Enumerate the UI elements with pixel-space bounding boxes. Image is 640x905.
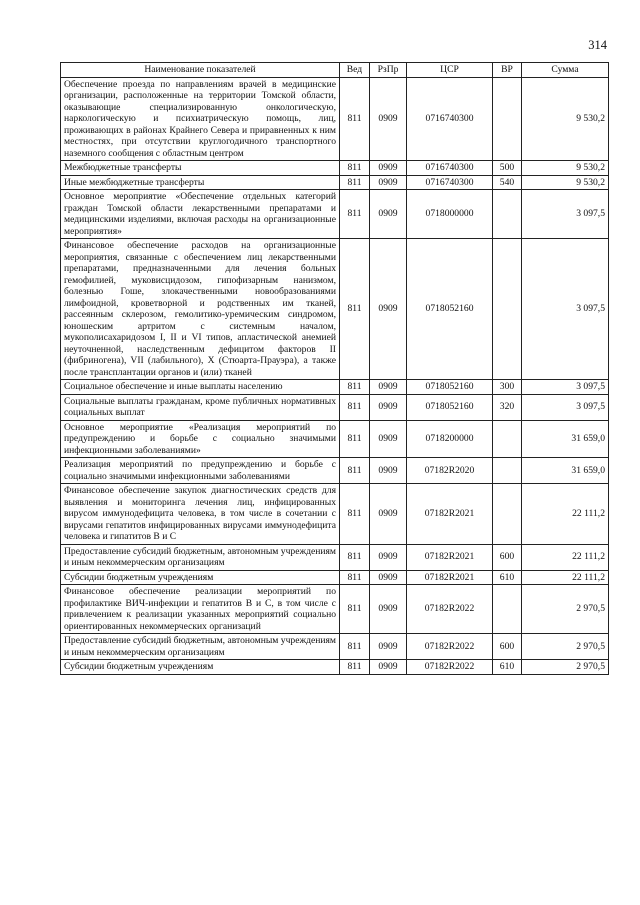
- budget-table: [60, 62, 609, 675]
- row-csr: 07182R2021: [407, 570, 493, 585]
- row-csr: 07182R2022: [407, 660, 493, 675]
- row-csr: 07182R2021: [407, 544, 493, 570]
- row-name: Реализация мероприятий по предупреждению и борьбе с социально значимыми инфекционными заболеваниями: [61, 458, 340, 484]
- row-vr: 300: [493, 380, 522, 395]
- row-vr: 600: [493, 544, 522, 570]
- row-sum: 9 530,2: [522, 175, 609, 190]
- row-vr: [493, 484, 522, 545]
- row-rzpr: 0909: [370, 380, 407, 395]
- row-ved: 811: [340, 634, 370, 660]
- row-rzpr: 0909: [370, 660, 407, 675]
- row-csr: 0718052160: [407, 380, 493, 395]
- row-csr: 0718052160: [407, 239, 493, 380]
- row-csr: 07182R2020: [407, 458, 493, 484]
- row-vr: [493, 77, 522, 161]
- row-sum: 3 097,5: [522, 394, 609, 420]
- row-sum: 2 970,5: [522, 634, 609, 660]
- row-name: Основное мероприятие «Реализация мероприятий по предупреждению и борьбе с социально значимыми инфекционными заболеваниями»: [61, 420, 340, 458]
- row-name: Финансовое обеспечение расходов на организационные мероприятия, связанные с обеспечением лиц лекарственными препаратами, предназначенными для лечения больных гемофилией, муковисцидозом, гипофизарным нанизмом, болезнью Гоше, злокачественными новообразованиями лимфоидной, кроветворной и родственных им тканей, рассеянным склерозом, гемолитико-уремическим синдромом, юношеским артритом с системным началом, мукополисахаридозом I, II и VI типов, апластической анемией неуточненной, наследственным дефицитом факторов II (фибриногена), VII (лабильного), X (Стюарта-Прауэра), а также после трансплантации органов и (или) тканей: [61, 239, 340, 380]
- row-vr: 540: [493, 175, 522, 190]
- row-sum: 31 659,0: [522, 420, 609, 458]
- row-name: Субсидии бюджетным учреждениям: [61, 570, 340, 585]
- row-ved: 811: [340, 394, 370, 420]
- row-sum: 3 097,5: [522, 190, 609, 239]
- row-sum: 2 970,5: [522, 660, 609, 675]
- header-csr: ЦСР: [407, 63, 493, 78]
- row-vr: [493, 190, 522, 239]
- row-rzpr: 0909: [370, 585, 407, 634]
- table-row: [61, 161, 609, 176]
- row-name: Субсидии бюджетным учреждениям: [61, 660, 340, 675]
- row-name: Предоставление субсидий бюджетным, автономным учреждениям и иным некоммерческим организациям: [61, 634, 340, 660]
- row-ved: 811: [340, 484, 370, 545]
- row-ved: 811: [340, 420, 370, 458]
- row-ved: 811: [340, 239, 370, 380]
- row-rzpr: 0909: [370, 544, 407, 570]
- row-rzpr: 0909: [370, 161, 407, 176]
- row-csr: 07182R2022: [407, 634, 493, 660]
- row-ved: 811: [340, 585, 370, 634]
- row-name: Иные межбюджетные трансферты: [61, 175, 340, 190]
- table-row: [61, 570, 609, 585]
- row-name: Основное мероприятие «Обеспечение отдельных категорий граждан Томской области лекарственными препаратами и медицинскими изделиями, включая расходы на организационные мероприятия»: [61, 190, 340, 239]
- row-sum: 22 111,2: [522, 484, 609, 545]
- row-vr: [493, 585, 522, 634]
- row-csr: 0718052160: [407, 394, 493, 420]
- header-sum: Сумма: [522, 63, 609, 78]
- row-vr: 600: [493, 634, 522, 660]
- row-name: Межбюджетные трансферты: [61, 161, 340, 176]
- row-ved: 811: [340, 570, 370, 585]
- table-row: [61, 634, 609, 660]
- row-ved: 811: [340, 544, 370, 570]
- row-vr: 320: [493, 394, 522, 420]
- row-sum: 9 530,2: [522, 161, 609, 176]
- row-csr: 0718000000: [407, 190, 493, 239]
- row-rzpr: 0909: [370, 239, 407, 380]
- row-sum: 22 111,2: [522, 570, 609, 585]
- table-row: [61, 175, 609, 190]
- table-row: [61, 239, 609, 380]
- row-name: Финансовое обеспечение реализации мероприятий по профилактике ВИЧ-инфекции и гепатитов В и С, в том числе с привлечением к реализации указанных мероприятий социально ориентированных некоммерческих организаций: [61, 585, 340, 634]
- table-row: [61, 585, 609, 634]
- page-number: 314: [588, 38, 607, 52]
- row-vr: [493, 239, 522, 380]
- row-csr: 0716740300: [407, 77, 493, 161]
- row-rzpr: 0909: [370, 484, 407, 545]
- header-rzpr: РзПр: [370, 63, 407, 78]
- row-ved: 811: [340, 190, 370, 239]
- table-row: [61, 380, 609, 395]
- table-row: [61, 458, 609, 484]
- row-csr: 0716740300: [407, 161, 493, 176]
- row-rzpr: 0909: [370, 634, 407, 660]
- header-name: Наименование показателей: [61, 63, 340, 78]
- row-rzpr: 0909: [370, 570, 407, 585]
- row-sum: 9 530,2: [522, 77, 609, 161]
- table-row: [61, 420, 609, 458]
- row-ved: 811: [340, 161, 370, 176]
- row-name: Предоставление субсидий бюджетным, автономным учреждениям и иным некоммерческим организациям: [61, 544, 340, 570]
- table-row: [61, 77, 609, 161]
- row-sum: 3 097,5: [522, 239, 609, 380]
- row-rzpr: 0909: [370, 190, 407, 239]
- row-csr: 0716740300: [407, 175, 493, 190]
- row-name: Социальное обеспечение и иные выплаты населению: [61, 380, 340, 395]
- row-vr: 610: [493, 660, 522, 675]
- row-name: Социальные выплаты гражданам, кроме публичных нормативных социальных выплат: [61, 394, 340, 420]
- row-csr: 07182R2021: [407, 484, 493, 545]
- table-row: [61, 190, 609, 239]
- table-row: [61, 660, 609, 675]
- header-vr: ВР: [493, 63, 522, 78]
- table-row: [61, 544, 609, 570]
- table-row: [61, 484, 609, 545]
- row-rzpr: 0909: [370, 175, 407, 190]
- row-ved: 811: [340, 660, 370, 675]
- row-vr: [493, 420, 522, 458]
- row-name: Финансовое обеспечение закупок диагностических средств для выявления и мониторинга лечения лиц, инфицированных вирусом иммунодефицита человека, в том числе в сочетании с вирусами гепатитов инфицированных вирусами иммунодефицита человека и гипатитов В и С: [61, 484, 340, 545]
- row-sum: 31 659,0: [522, 458, 609, 484]
- header-ved: Вед: [340, 63, 370, 78]
- row-ved: 811: [340, 458, 370, 484]
- row-ved: 811: [340, 77, 370, 161]
- row-name: Обеспечение проезда по направлениям врачей в медицинские организации, расположенные на территории Томской области, оказывающие специализированную онкологическую, наркологическую и психиатрическую помощь, лиц, проживающих в районах Крайнего Севера и приравненных к ним местностях, при отсутствии круглогодичного транспортного наземного сообщения с областным центром: [61, 77, 340, 161]
- row-csr: 0718200000: [407, 420, 493, 458]
- row-vr: 500: [493, 161, 522, 176]
- row-sum: 22 111,2: [522, 544, 609, 570]
- row-rzpr: 0909: [370, 458, 407, 484]
- row-sum: 3 097,5: [522, 380, 609, 395]
- row-ved: 811: [340, 175, 370, 190]
- row-vr: 610: [493, 570, 522, 585]
- table-header-row: [61, 63, 609, 78]
- row-csr: 07182R2022: [407, 585, 493, 634]
- row-rzpr: 0909: [370, 77, 407, 161]
- row-vr: [493, 458, 522, 484]
- row-rzpr: 0909: [370, 420, 407, 458]
- row-ved: 811: [340, 380, 370, 395]
- row-rzpr: 0909: [370, 394, 407, 420]
- table-row: [61, 394, 609, 420]
- row-sum: 2 970,5: [522, 585, 609, 634]
